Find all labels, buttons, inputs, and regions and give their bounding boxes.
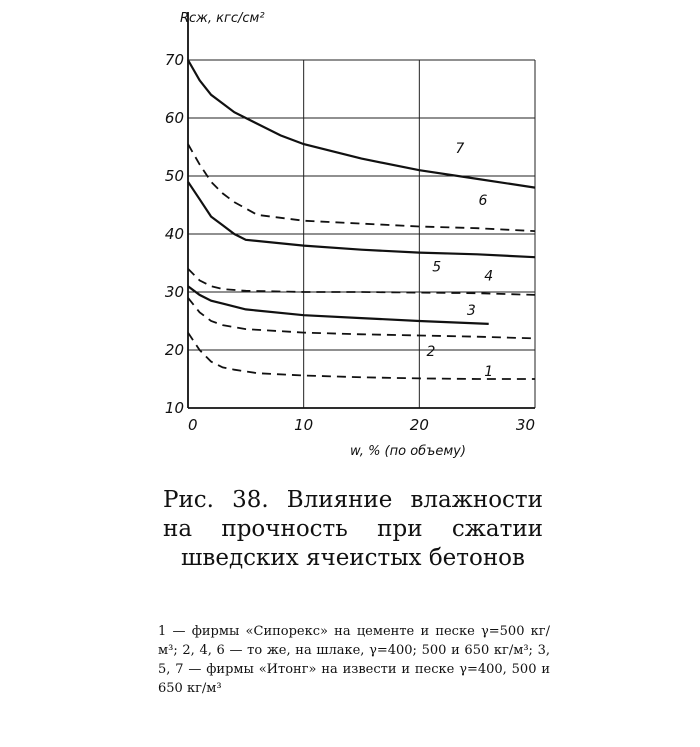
x-axis-title: w, % (по объему) — [350, 444, 466, 459]
y-tick-label: 50 — [164, 167, 184, 185]
x-tick-label: 10 — [294, 416, 314, 434]
series-6-line — [188, 144, 535, 231]
series-1-label: 1 — [484, 364, 494, 381]
y-tick-label: 60 — [164, 109, 184, 127]
y-tick-label: 20 — [164, 341, 184, 359]
tick-labels — [165, 51, 535, 434]
curves — [188, 60, 535, 379]
x-tick-label: 30 — [515, 416, 535, 434]
x-tick-label: 0 — [188, 416, 198, 434]
series-7-label: 7 — [455, 140, 465, 157]
grid — [188, 12, 535, 408]
x-tick-label: 20 — [409, 416, 429, 434]
y-axis-title: Rсж, кгс/см² — [180, 11, 265, 26]
y-tick-label: 40 — [164, 225, 184, 243]
y-tick-label: 30 — [164, 283, 184, 301]
figure-caption: Рис. 38. Влияние влажности на прочность при сжатии шведских ячеистых бетонов — [163, 487, 543, 571]
series-7-line — [188, 60, 535, 188]
series-4-label: 4 — [484, 268, 494, 285]
y-tick-label: 10 — [164, 399, 184, 417]
figure-note: 1 — фирмы «Сипорекс» на цементе и песке γ=500 кг/м³; 2, 4, 6 — то же, на шлаке, γ=400; 500 и 650 кг/м³; 3, 5, 7 — фирмы «Итонг» на извести и песке γ=400, 500 и 650 кг/м³ — [158, 624, 550, 696]
series-4-line — [188, 269, 535, 295]
series-5-label: 5 — [432, 259, 442, 276]
series-3-label: 3 — [466, 303, 476, 320]
series-2-label: 2 — [426, 343, 436, 360]
series-6-label: 6 — [478, 193, 488, 209]
series-1-line — [188, 333, 535, 379]
y-tick-label: 70 — [164, 51, 184, 69]
